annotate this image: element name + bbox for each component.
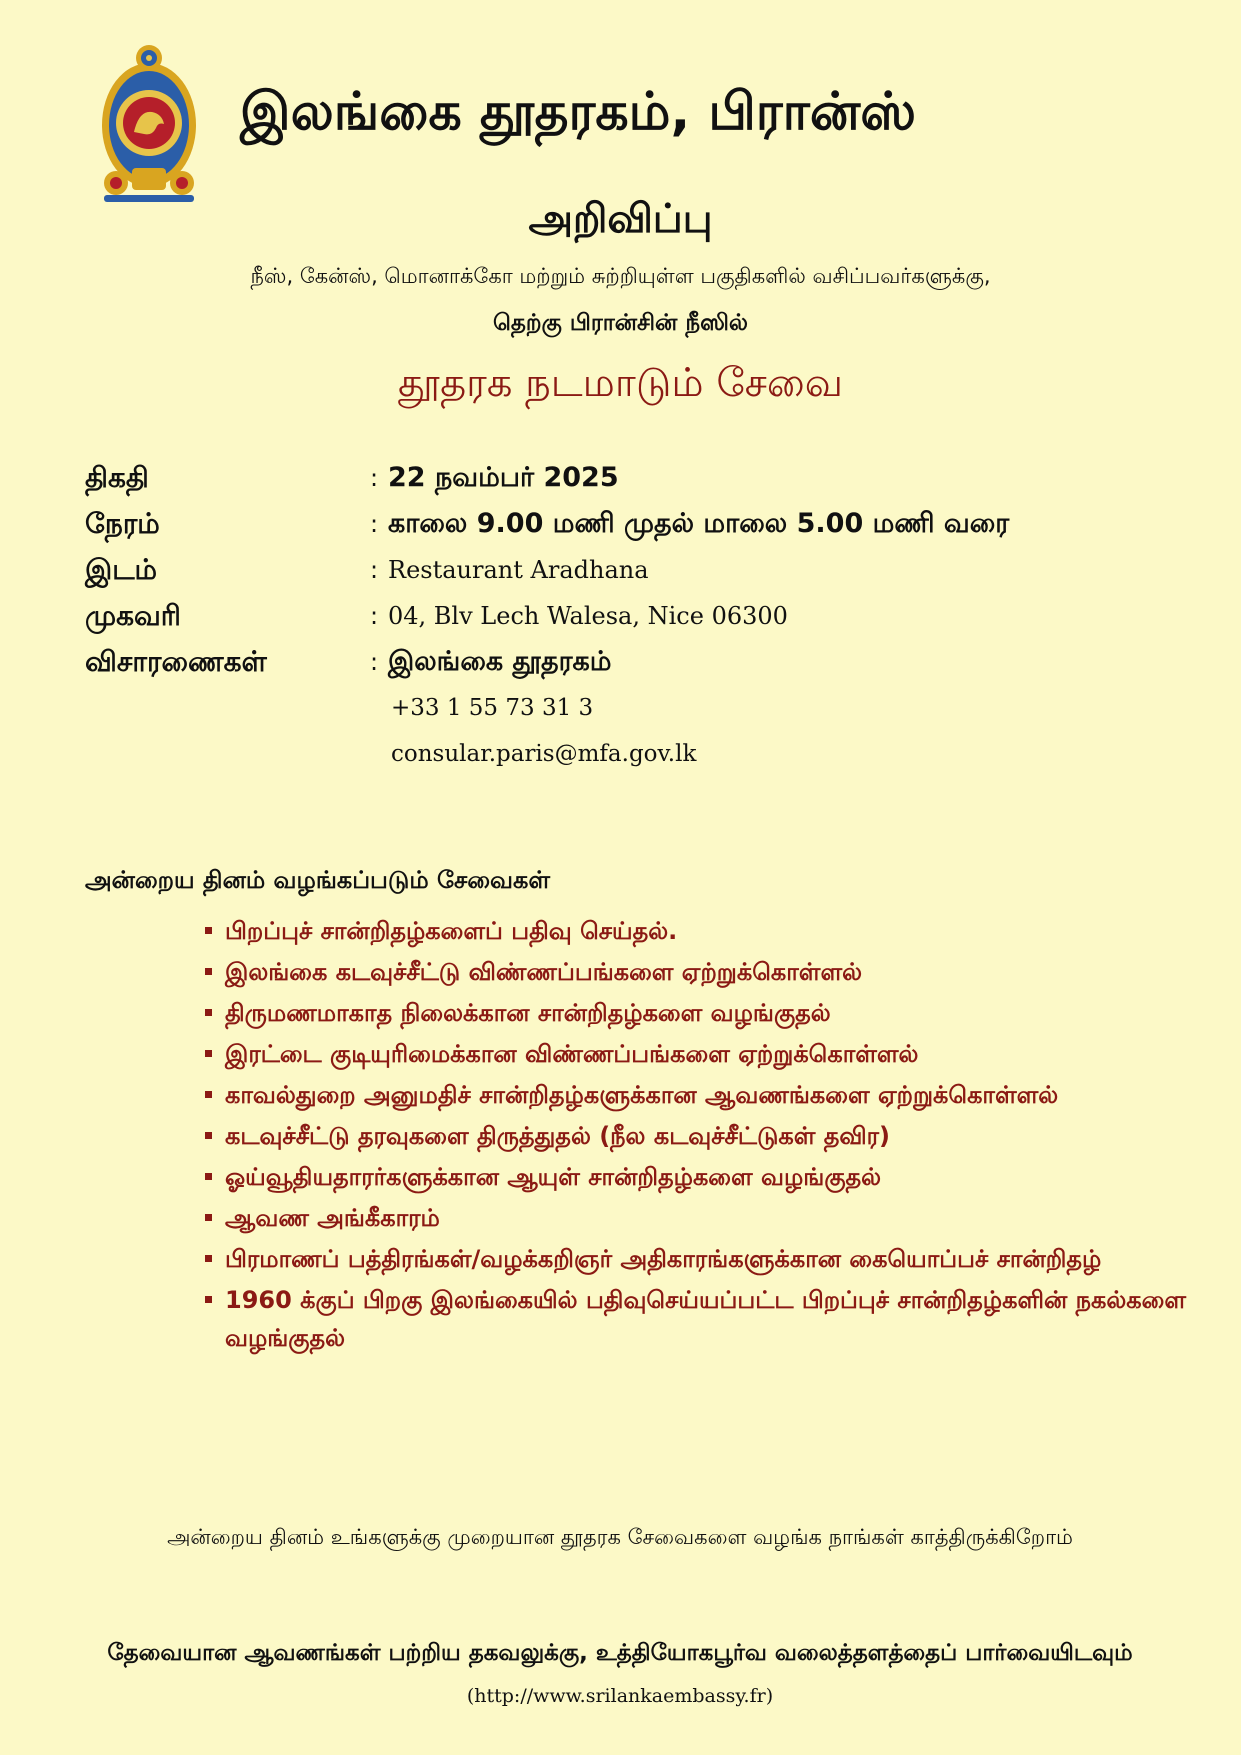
list-item xyxy=(205,1117,1195,1155)
separator: : xyxy=(370,648,379,676)
bullet-icon xyxy=(205,1255,212,1262)
details-table xyxy=(85,455,1165,777)
sri-lanka-emblem-icon xyxy=(94,40,204,205)
footer xyxy=(100,1632,1140,1717)
venue-value: Restaurant Aradhana xyxy=(388,556,649,584)
list-item xyxy=(205,1158,1195,1196)
time-row xyxy=(85,501,1165,547)
list-item xyxy=(205,912,1195,950)
service-text: கடவுச்சீட்டு தரவுகளை திருத்துதல் (நீல கடவுச்சீட்டுகள் தவிர) xyxy=(225,1122,891,1150)
page-title: இலங்கை தூதரகம், பிரான்ஸ் xyxy=(240,82,917,142)
notice-heading: அறிவிப்பு xyxy=(528,196,713,242)
bullet-icon xyxy=(205,1132,212,1139)
date-row xyxy=(85,455,1165,501)
list-item xyxy=(205,1281,1195,1357)
service-text: பிரமாணப் பத்திரங்கள்/வழக்கறிஞர் அதிகாரங்களுக்கான கையொப்பச் சான்றிதழ் xyxy=(225,1245,1102,1273)
footer-text: தேவையான ஆவணங்கள் பற்றிய தகவலுக்கு, உத்தியோகபூர்வ வலைத்தளத்தைப் பார்வையிடவும் xyxy=(107,1640,1133,1666)
service-text: இரட்டை குடியுரிமைக்கான விண்ணப்பங்களை ஏற்றுக்கொள்ளல் xyxy=(225,1040,919,1068)
bullet-icon xyxy=(205,1091,212,1098)
list-item xyxy=(205,1035,1195,1073)
phone-number: +33 1 55 73 31 3 xyxy=(391,695,594,721)
list-item xyxy=(205,994,1195,1032)
service-title: தூதரக நடமாடும் சேவை xyxy=(397,360,844,406)
list-item xyxy=(205,953,1195,991)
separator: : xyxy=(370,464,379,492)
service-text: பிறப்புச் சான்றிதழ்களைப் பதிவு செய்தல். xyxy=(225,917,678,945)
bullet-icon xyxy=(205,968,212,975)
service-text: காவல்துறை அனுமதிச் சான்றிதழ்களுக்கான ஆவணங்களை ஏற்றுக்கொள்ளல் xyxy=(225,1081,1059,1109)
bullet-icon xyxy=(205,1214,212,1221)
list-item xyxy=(205,1240,1195,1278)
date-label: திகதி xyxy=(85,461,149,494)
audience-line: நீஸ், கேன்ஸ், மொனாக்கோ மற்றும் சுற்றியுள்ள பகுதிகளில் வசிப்பவர்களுக்கு, xyxy=(250,264,991,288)
service-text: இலங்கை கடவுச்சீட்டு விண்ணப்பங்களை ஏற்றுக்கொள்ளல் xyxy=(225,958,863,986)
website-link[interactable]: (http://www.srilankaembassy.fr) xyxy=(466,1685,774,1707)
separator: : xyxy=(370,556,379,584)
time-label: நேரம் xyxy=(85,507,160,540)
separator: : xyxy=(370,510,379,538)
service-text: திருமணமாகாத நிலைக்கான சான்றிதழ்களை வழங்குதல் xyxy=(225,999,831,1027)
time-value: காலை 9.00 மணி முதல் மாலை 5.00 மணி வரை xyxy=(388,508,1010,539)
list-item xyxy=(205,1076,1195,1114)
address-value: 04, Blv Lech Walesa, Nice 06300 xyxy=(388,602,788,630)
bullet-icon xyxy=(205,927,212,934)
address-label: முகவரி xyxy=(85,599,181,632)
service-text: ஆவண அங்கீகாரம் xyxy=(225,1204,440,1232)
list-item xyxy=(205,1199,1195,1237)
bullet-icon xyxy=(205,1173,212,1180)
bullet-icon xyxy=(205,1050,212,1057)
address-row xyxy=(85,593,1165,639)
separator: : xyxy=(370,602,379,630)
venue-label: இடம் xyxy=(85,553,158,586)
venue-row xyxy=(85,547,1165,593)
date-value: 22 நவம்பர் 2025 xyxy=(388,462,619,493)
email-address: consular.paris@mfa.gov.lk xyxy=(391,741,697,767)
services-heading: அன்றைய தினம் வழங்கப்படும் சேவைகள் xyxy=(85,866,551,894)
service-text: 1960 க்குப் பிறகு இலங்கையில் பதிவுசெய்யப்பட்ட பிறப்புச் சான்றிதழ்களின் நகல்களை வழங்குதல் xyxy=(225,1286,1187,1352)
enquiries-label: விசாரணைகள் xyxy=(85,645,267,678)
service-text: ஓய்வூதியதாரர்களுக்கான ஆயுள் சான்றிதழ்களை வழங்குதல் xyxy=(225,1163,882,1191)
bullet-icon xyxy=(205,1009,212,1016)
enquiries-value: இலங்கை தூதரகம் xyxy=(388,646,612,677)
enquiries-row xyxy=(85,639,1165,685)
bullet-icon xyxy=(205,1296,212,1303)
location-line: தெற்கு பிரான்சின் நீஸில் xyxy=(493,310,748,336)
closing-message: அன்றைய தினம் உங்களுக்கு முறையான தூதரக சேவைகளை வழங்க நாங்கள் காத்திருக்கிறோம் xyxy=(167,1525,1073,1549)
services-list xyxy=(205,912,1195,1360)
